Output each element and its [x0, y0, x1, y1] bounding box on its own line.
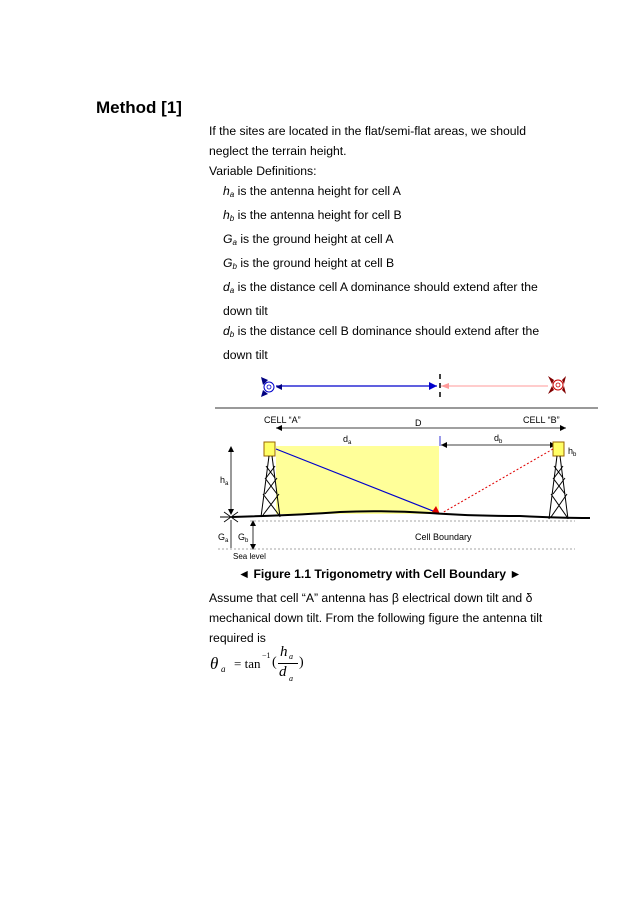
antenna-b-icon [548, 376, 566, 394]
intro-line: neglect the terrain height. [209, 144, 347, 158]
definition-da-cont: down tilt [223, 304, 268, 318]
da-label: $d_a$ [343, 434, 352, 446]
definition-db: $d_b$ is the distance cell B dominance should extend after the [223, 324, 540, 339]
db-label: $d_b$ [494, 433, 503, 445]
figure-caption: ◄ Figure 1.1 Trigonometry with Cell Boundary ► [238, 567, 522, 581]
formula-theta-sub: a [221, 664, 226, 674]
distance-d-label: D [415, 418, 422, 428]
definition-hb: $h_b$ is the antenna height for cell B [223, 208, 402, 223]
definition-gb: $G_b$ is the ground height at cell B [223, 256, 395, 271]
formula-numerator: h [280, 644, 288, 660]
definition-ga: $G_a$ is the ground height at cell A [223, 232, 394, 247]
definition-ha: $h_a$ is the antenna height for cell A [223, 184, 401, 199]
formula-exponent: −1 [262, 651, 271, 660]
assumption-line: Assume that cell “A” antenna has β electrical down tilt and δ [209, 591, 533, 605]
cell-a-label: CELL “A” [264, 415, 301, 425]
cell-b-label: CELL “B” [523, 415, 560, 425]
formula-numerator-sub: a [289, 652, 293, 661]
variable-heading: Variable Definitions: [209, 164, 317, 178]
formula-denominator-sub: a [289, 674, 293, 683]
cell-b-arrowhead [441, 383, 449, 389]
definition-da: $d_a$ is the distance cell A dominance should extend after the [223, 280, 538, 295]
assumption-paragraph [209, 588, 542, 648]
formula-theta: θ [210, 654, 219, 673]
tower-b [549, 442, 568, 519]
section-heading: Method [1] [96, 98, 182, 117]
cell-boundary-label: Cell Boundary [415, 532, 472, 542]
tilt-formula: θ a = tan −1 ( h a d a ) [210, 644, 304, 683]
antenna-a-icon [261, 377, 282, 397]
ha-label: $h_a$ [220, 475, 229, 487]
gb-label: $G_b$ [238, 532, 249, 544]
intro-line: If the sites are located in the flat/semi-flat areas, we should [209, 124, 527, 138]
cell-b-ray [442, 449, 553, 513]
formula-eq: = tan [234, 656, 261, 671]
assumption-line: required is [209, 631, 266, 645]
cell-a-arrowhead [429, 382, 437, 390]
assumption-line: mechanical down tilt. From the following figure the antenna tilt [209, 611, 543, 625]
definition-db-cont: down tilt [223, 348, 268, 362]
sea-level-label: Sea level [233, 552, 266, 561]
formula-denominator: d [279, 664, 287, 680]
ga-label: $G_a$ [218, 532, 229, 544]
hb-label: $h_b$ [568, 446, 577, 458]
